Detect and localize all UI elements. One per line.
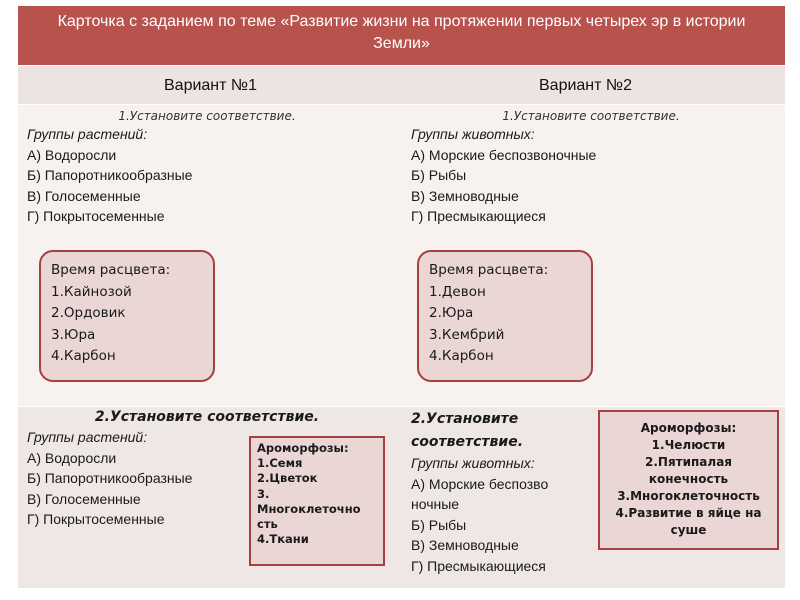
s2-v2-task-line2: соответствие. [411,434,524,450]
s2-v2-text [411,407,591,576]
s2-v1-group: Группы растений: [27,429,148,445]
list-item: 4.Карбон [429,348,494,364]
list-item: суше [670,523,707,537]
list-item: 2.Пятипалая [645,455,732,469]
list-item: А) Морские беспозвоночные [411,146,597,163]
card-header [18,6,785,65]
list-item: Многоклеточно [257,501,361,516]
list-item: А) Морские беспозво [411,475,549,492]
s1-v2-period-box [417,250,593,382]
list-item: 3.Многоклеточность [617,489,760,503]
list-item: 2.Ордовик [51,305,126,321]
list-item: Б) Папоротникообразные [27,167,193,183]
list-item: 1.Семя [257,456,303,471]
s2-v2-group: Группы животных: [411,455,535,471]
variant-1-label: Вариант №1 [164,77,257,94]
variant-2-label: Вариант №2 [539,77,632,94]
list-item: Г) Пресмыкающиеся [411,557,546,574]
list-item: 3.Кембрий [429,326,505,343]
list-item: 1.Челюсти [651,438,726,452]
s1-v1-task: 1.Установите соответствие. [118,109,296,123]
s2-v1-task: 2.Установите соответствие. [94,409,320,425]
list-item: 3. [257,486,270,501]
list-item: 4.Развитие в яйце на [615,506,762,520]
list-item: В) Земноводные [411,187,519,204]
s1-v2-group: Группы животных: [411,126,535,142]
s1-v2-box-title: Время расцвета: [429,262,549,278]
list-item: А) Водоросли [27,146,117,163]
list-item: конечность [648,472,729,486]
s1-v1-text [27,109,387,227]
s1-v1-period-box [39,250,215,382]
list-item: 3.Юра [51,326,96,343]
s1-v2-text [411,109,771,227]
list-item: В) Голосеменные [27,187,141,204]
list-item: 1.Девон [429,283,486,300]
list-item: 2.Цветок [257,471,318,486]
list-item: 1.Кайнозой [51,283,132,300]
list-item: Б) Рыбы [411,516,467,533]
s2-v1-aromorphosis-box [249,436,385,566]
s2-v2-aromorphosis-box [598,410,779,550]
list-item: Г) Покрытосеменные [27,511,165,527]
list-item: 4.Ткани [257,532,309,547]
list-item: Б) Папоротникообразные [27,470,193,486]
list-item: В) Голосеменные [27,490,141,507]
s2-v2-task-line1: 2.Установите [411,411,519,427]
list-item: 4.Карбон [51,348,116,364]
list-item: А) Водоросли [27,449,117,466]
s1-v1-box-title: Время расцвета: [51,262,171,278]
list-item: В) Земноводные [411,537,519,553]
s2-v1-box-title: Ароморфозы: [257,441,349,455]
list-item: Б) Рыбы [411,167,467,183]
list-item: сть [257,517,278,532]
s2-v2-box-title: Ароморфозы: [640,421,737,435]
list-item: Г) Покрытосеменные [27,208,165,224]
list-item: 2.Юра [429,305,474,321]
s1-v1-group: Группы растений: [27,126,148,142]
list-item: Г) Пресмыкающиеся [411,208,546,224]
variant-row [18,65,785,104]
list-item: ночные [411,496,460,512]
s1-v2-task: 1.Установите соответствие. [502,109,680,123]
card-title: Карточка с заданием по теме «Развитие жизни на протяжении первых четырех эр в истории Земли» [57,13,746,52]
